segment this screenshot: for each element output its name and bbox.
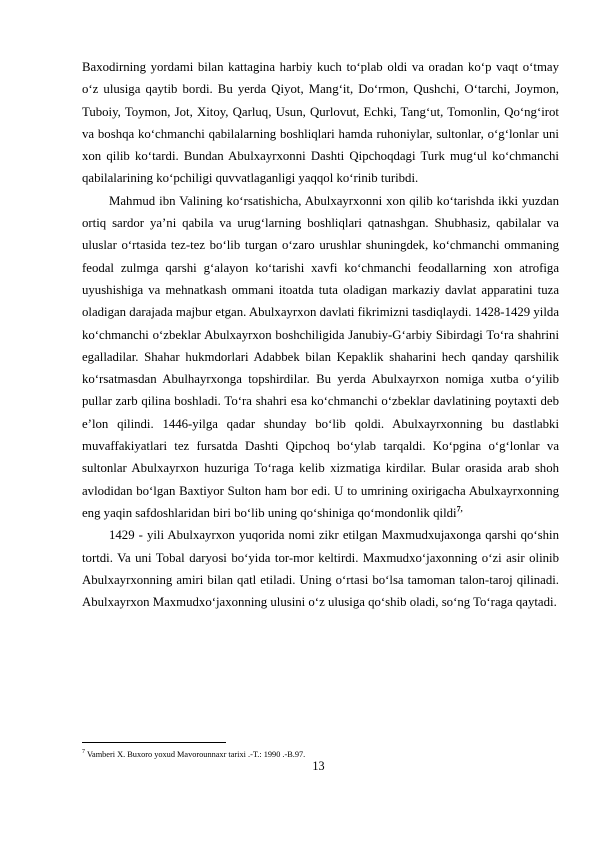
paragraph-3-text: 1429 - yili Abulxayrxon yuqorida nomi zikr etilgan Maxmudxujaxonga qarshi qo‘shin tortdi. Va uni Tobal daryosi bo‘yida tor-mor keltirdi. Maxmudxo‘jaxonning o‘zi asir olinib Abulxayrxonning amiri bilan qatl etiladi. Uning o‘rtasi bo‘lsa tamoman talon-taroj qilinadi. Abulxayrxon Maxmudxo‘jaxonning ulusini o‘z ulusiga qo‘shib oladi, so‘ng To‘raga qaytadi.: [82, 528, 559, 610]
paragraph-2-text: Mahmud ibn Valining ko‘rsatishicha, Abulxayrxonni xon qilib ko‘tarishda ikki yuzdan ortiq sardor ya’ni qabila va urug‘larning boshliqlari qatnashgan. Shubhasiz, qabilalar va uluslar o‘rtasida tez-tez bo‘lib turgan o‘zaro urushlar shuningdek, ko‘chmanchi ommaning feodal zulmga qarshi g‘alayon ko‘tarishi xavfi ko‘chmanchi feodallarning xon atrofiga uyushishiga va mehnatkash ommani itoatda tuta oladigan markaziy davlat apparatini tuza oladigan darajada majbur etgan. Abulxayrxon davlati fikrimizni tasdiqlaydi. 1428-1429 yilda ko‘chmanchi o‘zbeklar Abulxayrxon boshchiligida Janubiy-G‘arbiy Sibirdagi To‘ra shahrini egalladilar. Shahar hukmdorlari Adabbek bilan Kepaklik shaharini hech qanday qarshilik ko‘rsatmasdan Abulhayrxonga topshirdilar. Bu yerda Abulxayrxon nomiga xutba o‘yilib pullar zarb qilina boshladi. To‘ra shahri esa ko‘chmanchi o‘zbeklar davlatining poytaxti deb e’lon qilindi. 1446-yilga qadar shunday bo‘lib qoldi. Abulxayrxonning bu dastlabki muvaffakiyatlari tez fursatda Dashti Qipchoq bo‘ylab tarqaldi. Ko‘pgina o‘g‘lonlar va sultonlar Abulxayrxon huzuriga To‘raga kelib xizmatiga kirdilar. Bular orasida arab shoh avlodidan bo‘lgan Baxtiyor Sulton ham bor edi. U to umrining oxirigacha Abulxayrxonning eng yaqin safdoshlaridan biri bo‘lib uning qo‘shiniga qo‘mondonlik qildi: [82, 193, 559, 520]
paragraph-3: [82, 524, 559, 613]
paragraph-1-text: Baxodirning yordami bilan kattagina harbiy kuch to‘plab oldi va oradan ko‘p vaqt o‘tmay o‘z ulusiga qaytib bordi. Bu yerda Qiyot, Mang‘it, Do‘rmon, Qushchi, O‘tarchi, Joymon, Tuboiy, Toymon, Jot, Xitoy, Qarluq, Usun, Qurlovut, Echki, Tang‘ut, Tomonlin, Qo‘ng‘irot va boshqa ko‘chmanchi qabilalarning boshliqlari hamda ruhoniylar, sultonlar, o‘g‘lonlar uni xon qilib ko‘tardi. Bundan Abulxayrxonni Dashti Qipchoqdagi Turk mug‘ul ko‘chmanchi qabilalarining ko‘pchiligi quvvatlaganligi yaqqol ko‘rinib turibdi.: [82, 60, 559, 186]
footnote-reference[interactable]: 7,: [456, 504, 463, 514]
footnote-marker: 7: [82, 749, 85, 756]
page-number: 13: [312, 759, 325, 773]
paragraph-1: [82, 56, 559, 190]
main-text: [82, 56, 559, 613]
footnote-divider: [82, 742, 226, 743]
footnote-text: Vamberi X. Buxoro yoxud Mavorounnaxr tarixi .-T.: 1990 .-B.97.: [86, 750, 306, 759]
paragraph-2: [82, 190, 559, 524]
